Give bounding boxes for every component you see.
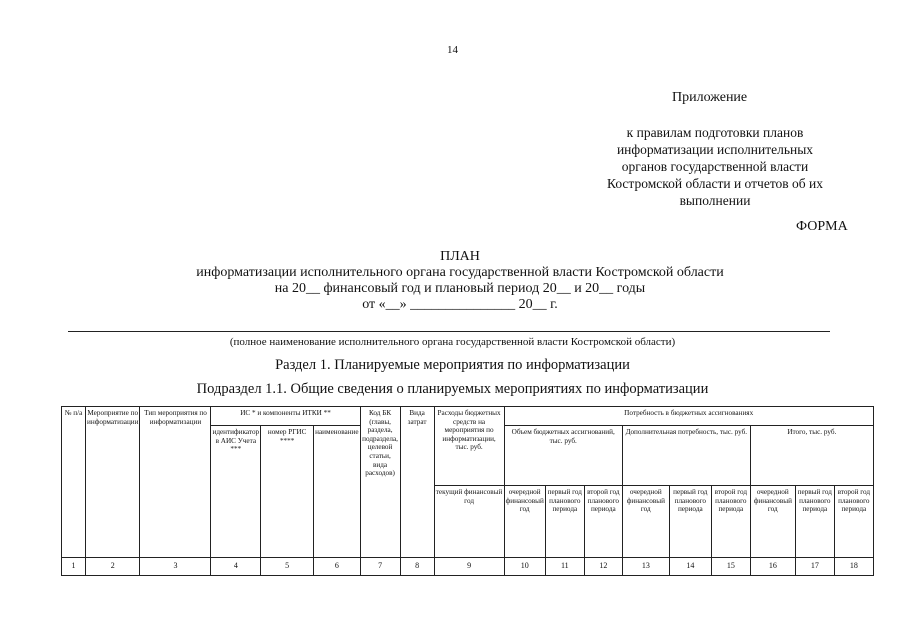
column-number: 4 — [211, 558, 261, 576]
subsection-title: Подраздел 1.1. Общие сведения о планируемых мероприятиях по информатизации — [196, 381, 709, 397]
form-label: ФОРМА — [796, 219, 848, 234]
appendix-title: Приложение — [672, 90, 748, 105]
signature-rule — [68, 331, 830, 332]
header-budget: Расходы бюджетных средств на мероприятия по информатизации, тыс. руб. — [434, 407, 504, 486]
header-budget-current: текущий финансовый год — [434, 486, 504, 558]
header-volume-next: очередной финансовый год — [504, 486, 545, 558]
appendix-line: Костромской области и отчетов об их — [606, 176, 824, 191]
plan-heading — [60, 249, 860, 313]
section-title: Раздел 1. Планируемые мероприятия по информатизации — [275, 357, 630, 373]
column-number: 18 — [834, 558, 873, 576]
header-need: Потребность в бюджетных ассигнованиях — [504, 407, 873, 426]
column-number: 16 — [750, 558, 795, 576]
column-number: 13 — [622, 558, 669, 576]
column-number: 10 — [504, 558, 545, 576]
column-number: 6 — [314, 558, 360, 576]
rule-caption: (полное наименование исполнительного органа государственной власти Костромской области) — [229, 336, 676, 348]
header-total: Итого, тыс. руб. — [750, 426, 873, 486]
appendix-line: информатизации исполнительных — [616, 142, 814, 157]
header-extra-first: первый год планового периода — [669, 486, 711, 558]
header-vid: Вида затрат — [400, 407, 434, 558]
header-total-second: второй год планового периода — [834, 486, 873, 558]
plan-line-1: информатизации исполнительного органа государственной власти Костромской области — [196, 265, 724, 280]
column-number: 11 — [545, 558, 584, 576]
column-number: 8 — [400, 558, 434, 576]
header-kbk: Код БК (главы, раздела, подраздела, целевой статьи, вида расходов) — [360, 407, 400, 558]
column-number: 1 — [62, 558, 86, 576]
column-number: 9 — [434, 558, 504, 576]
plan-title: ПЛАН — [440, 249, 480, 264]
column-number: 17 — [795, 558, 834, 576]
column-number: 3 — [140, 558, 211, 576]
header-is: ИС * и компоненты ИТКИ ** — [211, 407, 360, 426]
header-extra-next: очередной финансовый год — [622, 486, 669, 558]
header-total-first: первый год планового периода — [795, 486, 834, 558]
plan-line-2: на 20__ финансовый год и плановый период 20__ и 20__ годы — [274, 281, 646, 296]
appendix-body — [560, 124, 870, 209]
page-number: 14 — [447, 44, 458, 56]
header-is-id: идентификатор в АИС Учета *** — [211, 426, 261, 558]
header-is-rgis: номер РГИС **** — [261, 426, 314, 558]
header-total-next: очередной финансовый год — [750, 486, 795, 558]
column-number: 2 — [86, 558, 140, 576]
header-event: Мероприятие по информатизации — [86, 407, 140, 558]
header-extra-second: второй год планового периода — [711, 486, 750, 558]
column-number: 7 — [360, 558, 400, 576]
column-number: 5 — [261, 558, 314, 576]
plan-line-3: от «__» _______________ 20__ г. — [362, 297, 558, 312]
column-number: 14 — [669, 558, 711, 576]
header-volume: Объем бюджетных ассигнований, тыс. руб. — [504, 426, 622, 486]
header-num: № п/а — [62, 407, 86, 558]
header-is-name: наименование — [314, 426, 360, 558]
planned-events-table — [61, 406, 874, 576]
column-number: 12 — [584, 558, 622, 576]
header-type: Тип мероприятия по информатизации — [140, 407, 211, 558]
appendix-line: выполнении — [679, 193, 751, 208]
column-number: 15 — [711, 558, 750, 576]
header-volume-second: второй год планового периода — [584, 486, 622, 558]
header-extra: Дополнительная потребность, тыс. руб. — [622, 426, 750, 486]
appendix-line: органов государственной власти — [621, 159, 809, 174]
appendix-line: к правилам подготовки планов — [626, 125, 804, 140]
header-volume-first: первый год планового периода — [545, 486, 584, 558]
